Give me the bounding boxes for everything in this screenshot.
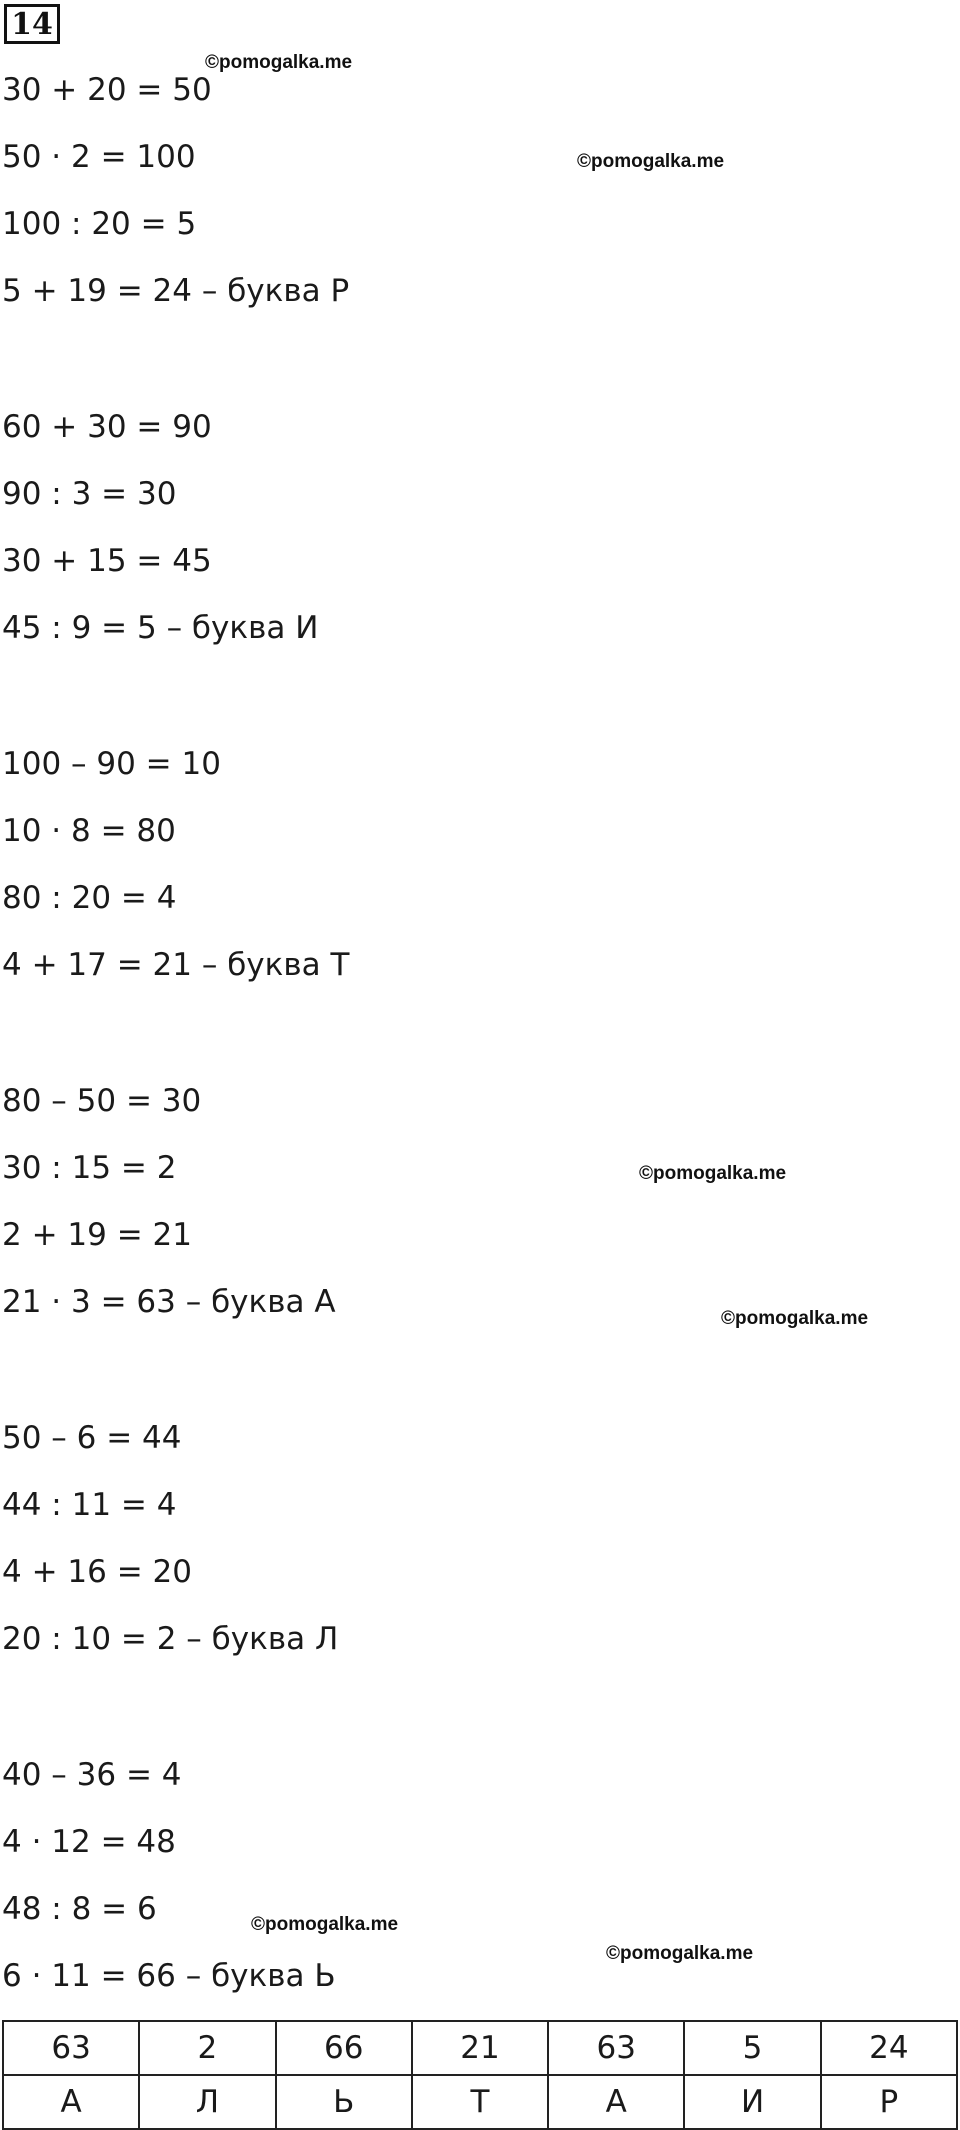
answer-numbers-row xyxy=(3,2021,957,2075)
equation-line: 4 · 12 = 48 xyxy=(2,1824,176,1860)
equation-line: 30 + 20 = 50 xyxy=(2,72,212,108)
watermark-text: ©pomogalka.me xyxy=(639,1163,787,1184)
equation-line: 50 · 2 = 100 xyxy=(2,139,196,175)
answer-number-cell: 21 xyxy=(412,2021,548,2075)
watermark-text: ©pomogalka.me xyxy=(721,1308,869,1329)
equation-line: 48 : 8 = 6 xyxy=(2,1891,157,1927)
answer-letter-cell: А xyxy=(548,2075,684,2129)
answer-letter-cell: А xyxy=(3,2075,139,2129)
answer-number-cell: 5 xyxy=(684,2021,820,2075)
answer-letter-cell: Л xyxy=(139,2075,275,2129)
equation-line: 60 + 30 = 90 xyxy=(2,409,212,445)
equation-line: 50 – 6 = 44 xyxy=(2,1420,182,1456)
equation-line: 2 + 19 = 21 xyxy=(2,1217,192,1253)
equation-line: 5 + 19 = 24 – буква Р xyxy=(2,273,350,309)
equation-line: 4 + 17 = 21 – буква Т xyxy=(2,947,350,983)
equation-line: 10 · 8 = 80 xyxy=(2,813,176,849)
equation-line: 100 : 20 = 5 xyxy=(2,206,197,242)
equation-line: 21 · 3 = 63 – буква А xyxy=(2,1284,336,1320)
equation-line: 4 + 16 = 20 xyxy=(2,1554,192,1590)
equation-line: 90 : 3 = 30 xyxy=(2,476,177,512)
answer-number-cell: 2 xyxy=(139,2021,275,2075)
equation-line: 20 : 10 = 2 – буква Л xyxy=(2,1621,339,1657)
answer-number-cell: 66 xyxy=(276,2021,412,2075)
answer-number-cell: 63 xyxy=(548,2021,684,2075)
equation-line: 30 : 15 = 2 xyxy=(2,1150,177,1186)
answer-letter-cell: И xyxy=(684,2075,820,2129)
answer-letter-cell: Ь xyxy=(276,2075,412,2129)
answer-letter-cell: Т xyxy=(412,2075,548,2129)
equation-line: 30 + 15 = 45 xyxy=(2,543,212,579)
equation-line: 6 · 11 = 66 – буква Ь xyxy=(2,1958,336,1994)
watermark-text: ©pomogalka.me xyxy=(577,151,725,172)
equation-line: 44 : 11 = 4 xyxy=(2,1487,177,1523)
answer-number-cell: 24 xyxy=(821,2021,957,2075)
watermark-text: ©pomogalka.me xyxy=(251,1914,399,1935)
equation-line: 100 – 90 = 10 xyxy=(2,746,221,782)
task-number: 14 xyxy=(4,4,60,44)
equation-line: 80 : 20 = 4 xyxy=(2,880,177,916)
watermark-text: ©pomogalka.me xyxy=(606,1943,754,1964)
equation-line: 45 : 9 = 5 – буква И xyxy=(2,610,319,646)
answer-letter-cell: Р xyxy=(821,2075,957,2129)
answer-table xyxy=(2,2020,958,2130)
answer-letters-row xyxy=(3,2075,957,2129)
equation-line: 80 – 50 = 30 xyxy=(2,1083,202,1119)
answer-number-cell: 63 xyxy=(3,2021,139,2075)
watermark-text: ©pomogalka.me xyxy=(205,52,353,73)
equation-line: 40 – 36 = 4 xyxy=(2,1757,182,1793)
